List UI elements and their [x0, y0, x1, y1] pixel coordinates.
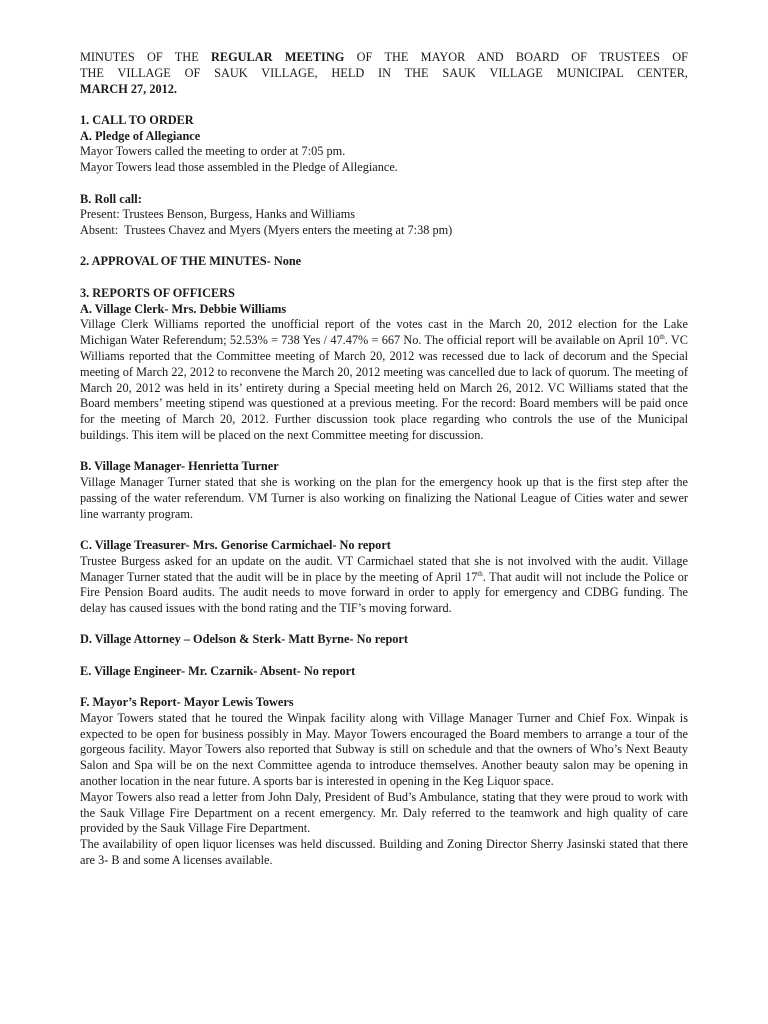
header-line-2: THE VILLAGE OF SAUK VILLAGE, HELD IN THE SAUK VILLAGE MUNICIPAL CENTER, [80, 65, 688, 80]
subsection-village-treasurer: C. Village Treasurer- Mrs. Genorise Carmichael- No report [80, 537, 391, 552]
header-line-1 [80, 50, 688, 66]
paragraph-mayors-report-1: Mayor Towers stated that he toured the Winpak facility along with Village Manager Turner and Chief Fox. Winpak is expected to be open for business possibly in May. Mayor Towers encouraged the Board members to arrange a tour of the gorgeous facility. Mayor Towers also reported that Subway is still on schedule and that the owners of Who’s Next Beauty Salon and Spa will be on the next Committee agenda to introduce themselves. Another beauty salon may be opening in another location in the near future. A sports bar is interested in opening in the Keg Liquor space. [80, 710, 688, 788]
paragraph-text: . That audit will not include the Police or Fire Pension Board audits. The audit needs to move forward in order to apply for emergency and CDBG funding. The delay has caused issues with the bond rating and the TIF’s moving forward. [80, 569, 688, 616]
meeting-date: MARCH 27, 2012. [80, 81, 178, 96]
document-page [80, 50, 688, 869]
paragraph-village-treasurer [80, 554, 688, 617]
paragraph-text: Village Clerk Williams reported the unofficial report of the votes cast in the March 20, 2012 election for the Lake Michigan Water Referendum; 52.53% = 738 Yes / 47.47% = 667 No. The official report will be available on April 10 [80, 317, 688, 348]
paragraph-line: Mayor Towers called the meeting to order at 7:05 pm. [80, 144, 346, 159]
roll-call-absent: Absent: Trustees Chavez and Myers (Myers enters the meeting at 7:38 pm) [80, 223, 453, 238]
section-reports-of-officers: 3. REPORTS OF OFFICERS [80, 285, 235, 300]
subsection-mayors-report: F. Mayor’s Report- Mayor Lewis Towers [80, 695, 294, 709]
ordinal-suffix: th [659, 333, 665, 342]
paragraph-mayors-report-2: Mayor Towers also read a letter from John Daly, President of Bud’s Ambulance, stating that they were proud to work with the Sauk Village Fire Department on a recent emergency. Mr. Daly referred to the teamwork and high quality of care provided by the Sauk Village Fire Department. [80, 789, 688, 836]
subsection-pledge: A. Pledge of Allegiance [80, 128, 201, 143]
subsection-village-attorney: D. Village Attorney – Odelson & Sterk- Matt Byrne- No report [80, 632, 408, 647]
paragraph-mayors-report-3: The availability of open liquor licenses was held discussed. Building and Zoning Director Sherry Jasinski stated that there are 3- B and some A licenses available. [80, 837, 688, 867]
paragraph-text: Trustee Burgess asked for an update on the audit. VT Carmichael stated that she is not involved with the audit. Village Manager Turner stated that the audit will be in place by the meeting of April 17 [80, 553, 688, 584]
subsection-village-clerk: A. Village Clerk- Mrs. Debbie Williams [80, 301, 287, 316]
header-date [80, 82, 688, 98]
paragraph-text: . VC Williams reported that the Committee meeting of March 20, 2012 was recessed due to lack of decorum and the Special meeting of March 22, 2012 to reconvene the March 20, 2012 meeting was cancelled due to lack of quorum. The meeting of March 20, 2012 was held in its’ entirety during a Special meeting held on March 26, 2012. VC Williams stated that the Board members’ meeting stipend was questioned at a previous meeting. For the record: Board members will be paid once for the meeting of March 20, 2012. Further discussion took place regarding who controls the use of the Municipal buildings. This item will be placed on the next Committee meeting for discussion. [80, 333, 688, 442]
header-text: MINUTES OF THE [80, 50, 212, 64]
subsection-roll-call: B. Roll call: [80, 191, 142, 206]
section-call-to-order: 1. CALL TO ORDER [80, 112, 194, 127]
document-header [80, 50, 688, 97]
paragraph-village-manager: Village Manager Turner stated that she is working on the plan for the emergency hook up that is the first step after the passing of the water referendum. VM Turner is also working on finalizing the National League of Cities water and sewer line warranty program. [80, 475, 688, 521]
header-meeting-type: REGULAR MEETING [211, 50, 345, 64]
section-approval-minutes: 2. APPROVAL OF THE MINUTES- None [80, 254, 302, 269]
header-text: OF THE MAYOR AND BOARD OF TRUSTEES OF [344, 50, 688, 64]
paragraph-village-clerk [80, 317, 688, 443]
subsection-village-engineer: E. Village Engineer- Mr. Czarnik- Absent- No report [80, 663, 356, 678]
paragraph-line: Mayor Towers lead those assembled in the Pledge of Allegiance. [80, 160, 398, 175]
roll-call-present: Present: Trustees Benson, Burgess, Hanks and Williams [80, 207, 356, 222]
ordinal-suffix: th [477, 569, 483, 578]
subsection-village-manager: B. Village Manager- Henrietta Turner [80, 459, 279, 474]
